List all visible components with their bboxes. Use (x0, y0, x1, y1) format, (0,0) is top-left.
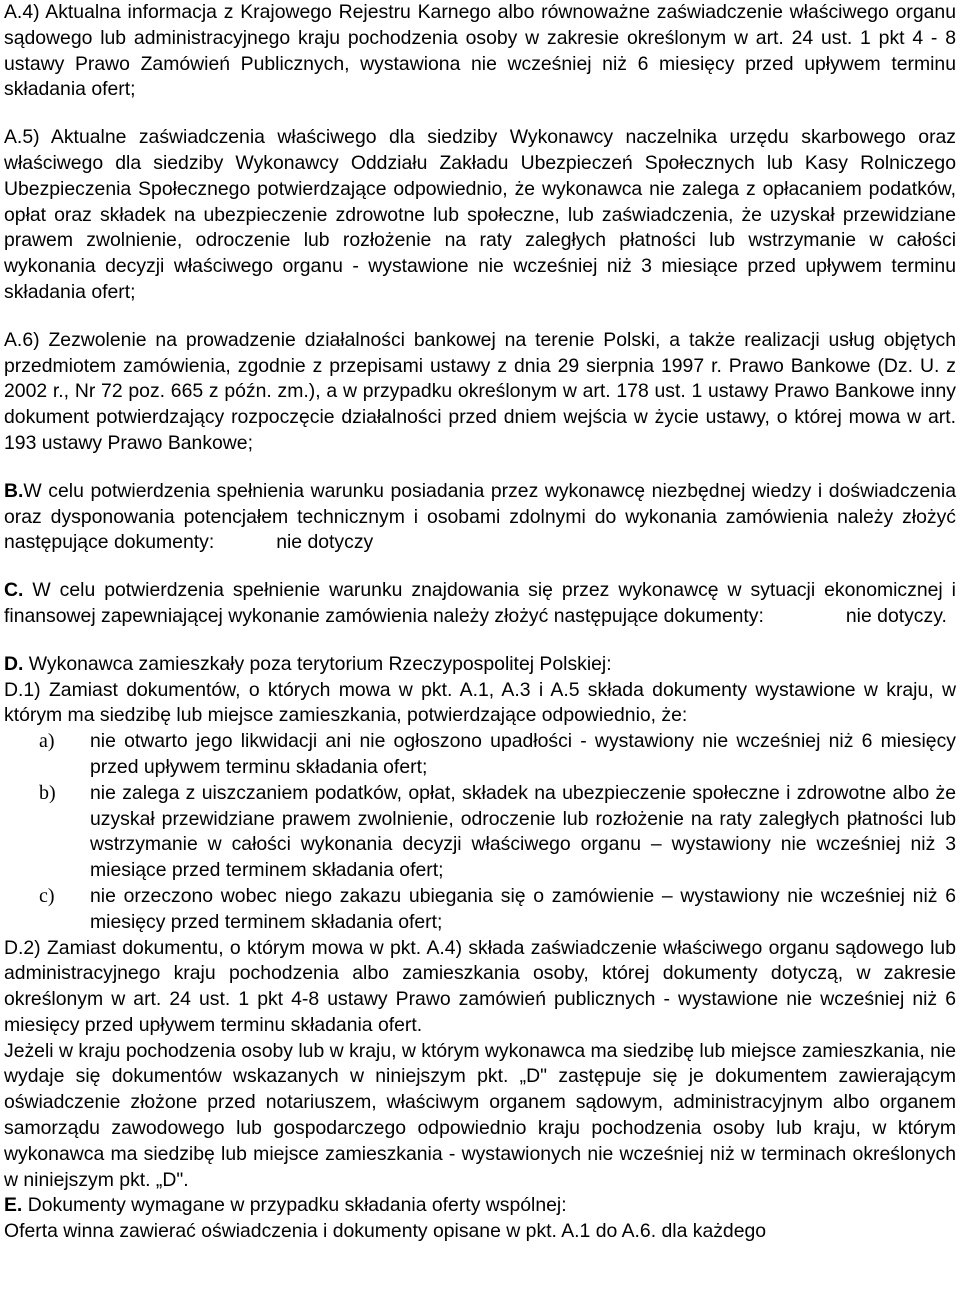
list-item-text: nie orzeczono wobec niego zakazu ubiegania się o zamówienie – wystawiony nie wcześniej niż 6 miesięcy przed terminem składania ofert; (90, 884, 956, 933)
list-item-text: nie zalega z uiszczaniem podatków, opłat, składek na ubezpieczenie społeczne i zdrowotne albo że uzyskał przewidziane prawem zwolnienie, odroczenie lub rozłożenie na raty zaległych płatności lub wstrzymanie w całości wykonania decyzji właściwego organu – wystawiony nie wcześniej niż 3 miesiące przed terminem składania ofert; (90, 781, 956, 882)
paragraph-d2: D.2) Zamiast dokumentu, o którym mowa w pkt. A.4) składa zaświadczenie właściwego organu sądowego lub administracyjnego kraju pochodzenia albo zamieszkania osoby, której dokumenty dotyczą, w zakresie określonym w art. 24 ust. 1 pkt 4-8 ustawy Prawo zamówień publicznych - wystawione nie wcześniej niż 6 miesięcy przed upływem terminu składania ofert. (4, 936, 956, 1036)
section-b-label: B. (4, 479, 24, 502)
spacer (4, 457, 956, 479)
list-marker: b) (39, 781, 56, 804)
list-item (4, 729, 956, 781)
list-marker: a) (39, 730, 55, 753)
list-item (4, 781, 956, 884)
document-page (4, 0, 956, 1245)
paragraph-d-extra: Jeżeli w kraju pochodzenia osoby lub w kraju, w którym wykonawca ma siedzibę lub miejsce zamieszkania, nie wydaje się dokumentów wskazanych w niniejszym pkt. „D" zastępuje się je dokumentem zawierającym oświadczenie złożone przed notariuszem, właściwym organem sądowym, administracyjnym albo organem samorządu zawodowego lub gospodarczego odpowiednio kraju pochodzenia osoby lub kraju, w którym wykonawca ma siedzibę lub miejsce zamieszkania - wystawionych nie wcześniej niż w terminach określonych w niniejszym pkt. „D". (4, 1039, 956, 1191)
paragraph-e-body: Oferta winna zawierać oświadczenia i dokumenty opisane w pkt. A.1 do A.6. dla każdego (4, 1220, 767, 1243)
list-marker: c) (39, 884, 55, 907)
list-item-text: nie otwarto jego likwidacji ani nie ogłoszono upadłości - wystawiony nie wcześniej niż 6 miesięcy przed upływem terminu składania ofert; (90, 730, 956, 778)
paragraph-a4: A.4) Aktualna informacja z Krajowego Rejestru Karnego albo równoważne zaświadczenie właściwego organu sądowego lub administracyjnego kraju pochodzenia osoby w zakresie określonym w art. 24 ust. 1 pkt 4 - 8 ustawy Prawo Zamówień Publicznych, wystawiona nie wcześniej niż 6 miesięcy przed upływem terminu składania ofert; (4, 1, 956, 101)
spacer (4, 630, 956, 652)
section-e-text: Dokumenty wymagane w przypadku składania oferty wspólnej: (22, 1194, 567, 1217)
paragraph-a5: A.5) Aktualne zaświadczenia właściwego dla siedziby Wykonawcy naczelnika urzędu skarbowego oraz właściwego dla siedziby Wykonawcy Oddziału Zakładu Ubezpieczeń Społecznych lub Kasy Rolniczego Ubezpieczenia Społecznego potwierdzające odpowiednio, że wykonawca nie zalega z opłacaniem podatków, opłat oraz składek na ubezpieczenie zdrowotne lub społeczne, lub zaświadczenia, że uzyskał przewidziane prawem zwolnienie, odroczenie lub rozłożenie na raty zaległych płatności lub wstrzymanie w całości wykonania decyzji właściwego organu - wystawione nie wcześniej niż 3 miesiące przed upływem terminu składania ofert; (4, 126, 956, 303)
paragraph-d-heading (4, 652, 956, 678)
paragraph-c (4, 578, 956, 630)
section-c-text: W celu potwierdzenia spełnienie warunku znajdowania się przez wykonawcę w sytuacji ekonomicznej i finansowej zapewniającej wykonanie zamówienia należy złożyć następujące dokumenty: (4, 579, 956, 627)
spacer (4, 306, 956, 328)
section-c-label: C. (4, 579, 24, 602)
paragraph-b (4, 479, 956, 556)
section-d-text: Wykonawca zamieszkały poza terytorium Rzeczypospolitej Polskiej: (23, 652, 612, 675)
section-e-label: E. (4, 1194, 23, 1217)
section-b-text: W celu potwierdzenia spełnienia warunku posiadania przez wykonawcę niezbędnej wiedzy i doświadczenia oraz dysponowania potencjałem technicznym i osobami zdolnymi do wykonania zamówienia należy złożyć następujące dokumenty: (4, 479, 956, 554)
list-item (4, 884, 956, 936)
paragraph-e-heading (4, 1193, 956, 1219)
section-b-value: nie dotyczy (276, 531, 374, 554)
section-d-label: D. (4, 652, 24, 675)
paragraph-a6: A.6) Zezwolenie na prowadzenie działalności bankowej na terenie Polski, a także realizacji usług objętych przedmiotem zamówienia, zgodnie z przepisami ustawy z dnia 29 sierpnia 1997 r. Prawo Bankowe (Dz. U. z 2002 r., Nr 72 poz. 665 z późn. zm.), a w przypadku określonym w art. 178 ust. 1 ustawy Prawo Bankowe inny dokument potwierdzający rozpoczęcie działalności przed dniem wejścia w życie ustawy, o której mowa w art. 193 ustawy Prawo Bankowe; (4, 328, 956, 454)
paragraph-d1: D.1) Zamiast dokumentów, o których mowa w pkt. A.1, A.3 i A.5 składa dokumenty wystawione w kraju, w którym ma siedzibę lub miejsce zamieszkania, potwierdzające odpowiednio, że: (4, 678, 956, 727)
section-c-value: nie dotyczy. (845, 604, 947, 627)
spacer (4, 556, 956, 578)
spacer (4, 103, 956, 125)
